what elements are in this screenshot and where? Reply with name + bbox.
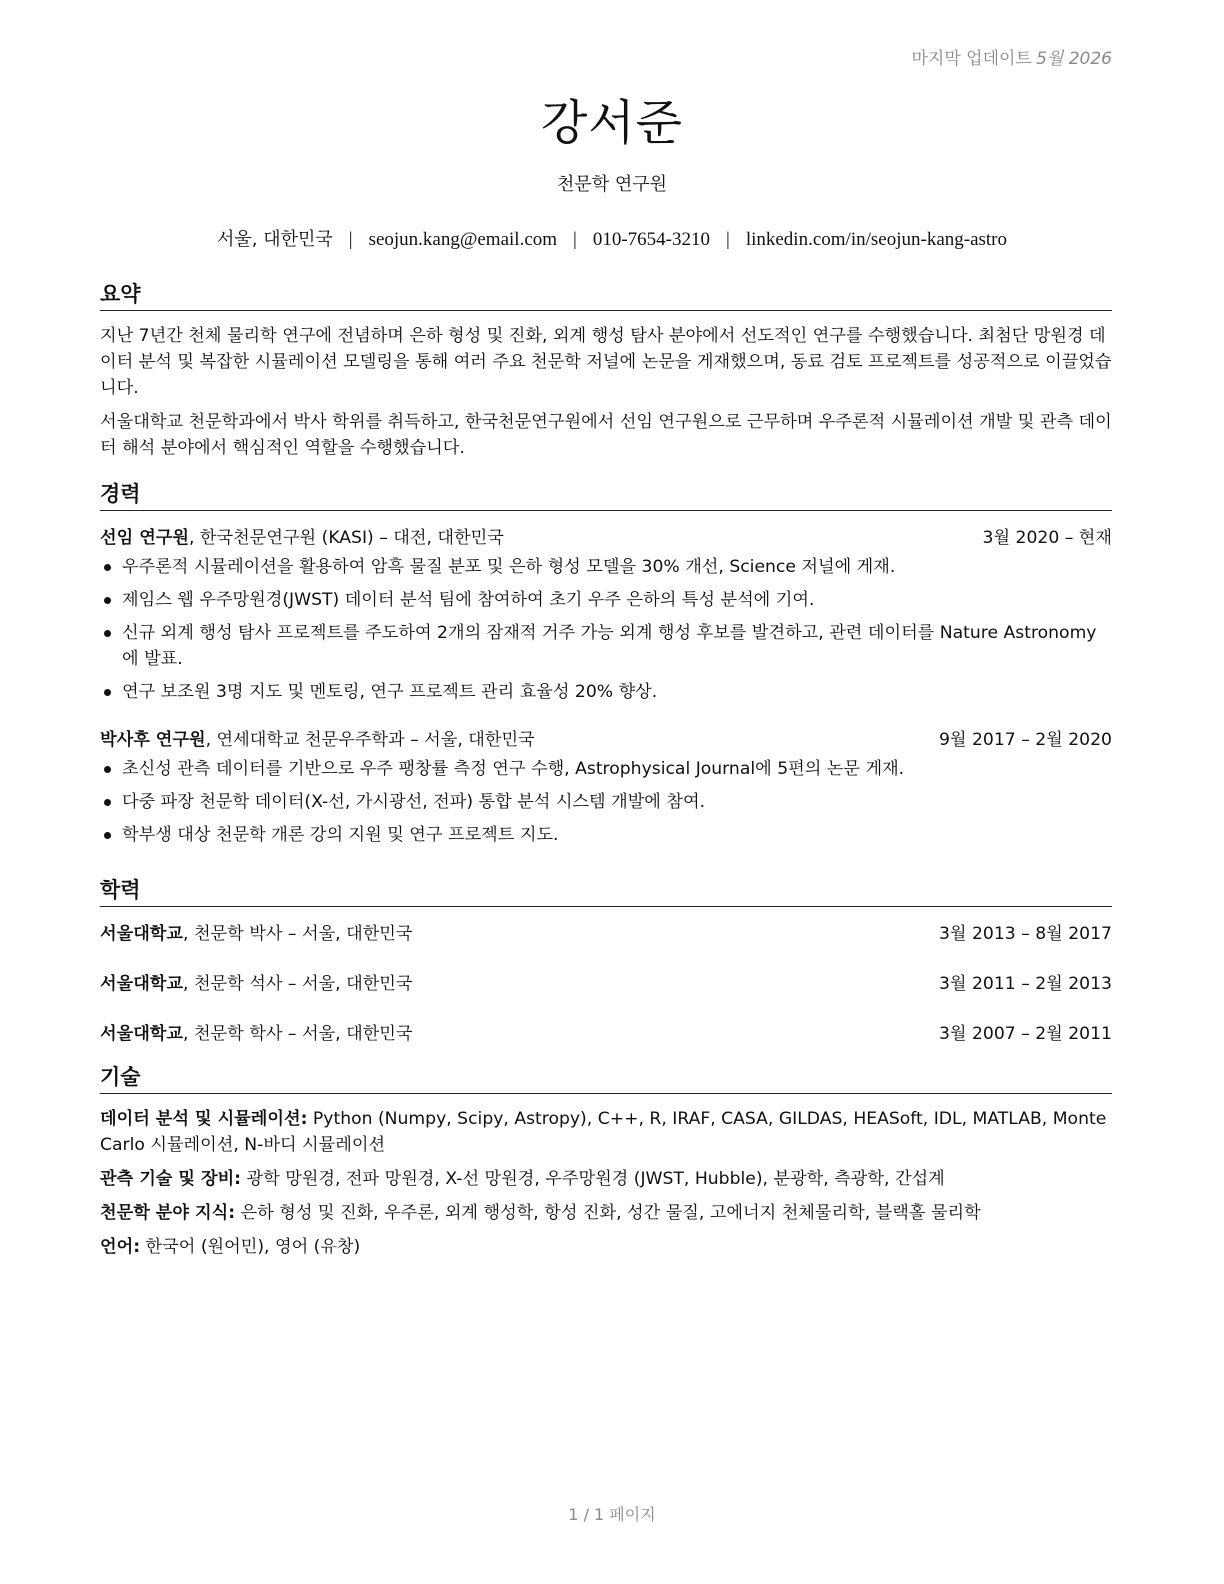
school-name: 서울대학교 [100, 924, 184, 944]
degree-detail: , 천문학 박사 – 서울, 대한민국 [183, 924, 413, 944]
education-section [100, 874, 1112, 1047]
contact-location: 서울, 대한민국 [216, 229, 333, 250]
degree-detail: , 천문학 석사 – 서울, 대한민국 [183, 974, 413, 994]
job-header [100, 525, 1112, 551]
job-entry [100, 727, 1112, 848]
job-org: , 연세대학교 천문우주학과 – 서울, 대한민국 [205, 730, 535, 750]
job-title: 천문학 연구원 [556, 174, 668, 195]
updated-note [911, 44, 1112, 69]
school-name: 서울대학교 [100, 974, 184, 994]
list-item: 우주론적 시뮬레이션을 활용하여 암흑 물질 분포 및 은하 형성 모델을 30% 개선, Science 저널에 게재. [100, 554, 1112, 580]
job-role: 선임 연구원 [100, 528, 189, 548]
education-entry [100, 921, 1112, 947]
skill-value: Python (Numpy, Scipy, Astropy), C++, R, IRAF, CASA, GILDAS, HEASoft, IDL, MATLAB, Monte Carlo 시뮬레이션, N-바디 시뮬레이션 [100, 1109, 1107, 1155]
job-header [100, 727, 1112, 753]
job-dates: 9월 2017 – 2월 2020 [938, 730, 1112, 750]
updated-prefix: 마지막 업데이트 [911, 49, 1032, 69]
skill-label: 천문학 분야 지식: [100, 1203, 236, 1223]
list-item: 제임스 웹 우주망원경(JWST) 데이터 분석 팀에 참여하여 초기 우주 은하의 특성 분석에 기여. [100, 587, 1112, 613]
page-indicator: 1 / 1 페이지 [568, 1505, 656, 1524]
skill-item [100, 1166, 1112, 1192]
updated-date: 5월 2026 [1036, 49, 1112, 69]
job-bullets [100, 756, 1112, 848]
skill-value: 한국어 (원어민), 영어 (유창) [140, 1237, 361, 1257]
contact-line: 서울, 대한민국 | seojun.kang@email.com | 010-7654-3210 | linkedin.com/in/seojun-kang-astro [216, 229, 1008, 250]
job-entry [100, 525, 1112, 705]
contact-phone[interactable]: 010-7654-3210 [592, 229, 710, 250]
summary-section [100, 278, 1112, 461]
skills-heading: 기술 [100, 1061, 1112, 1094]
summary-paragraph: 서울대학교 천문학과에서 박사 학위를 취득하고, 한국천문연구원에서 선임 연구원으로 근무하며 우주론적 시뮬레이션 개발 및 관측 데이터 해석 분야에서 핵심적인 역할을 수행했습니다. [100, 412, 1112, 458]
list-item: 신규 외계 행성 탐사 프로젝트를 주도하여 2개의 잠재적 거주 가능 외계 행성 후보를 발견하고, 관련 데이터를 Nature Astronomy에 발표. [100, 620, 1112, 672]
skills-section [100, 1061, 1112, 1260]
job-org: , 한국천문연구원 (KASI) – 대전, 대한민국 [189, 528, 504, 548]
job-role: 박사후 연구원 [100, 730, 206, 750]
experience-section [100, 478, 1112, 848]
skill-label: 관측 기술 및 장비: [100, 1169, 242, 1189]
list-item: 다중 파장 천문학 데이터(X-선, 가시광선, 전파) 통합 분석 시스템 개발에 참여. [100, 789, 1112, 815]
education-heading: 학력 [100, 874, 1112, 907]
skill-item [100, 1234, 1112, 1260]
education-dates: 3월 2007 – 2월 2011 [938, 1024, 1112, 1044]
education-entry [100, 971, 1112, 997]
job-dates: 3월 2020 – 현재 [982, 528, 1112, 548]
job-bullets [100, 554, 1112, 705]
person-name: 강서준 [540, 95, 684, 151]
skill-label: 데이터 분석 및 시뮬레이션: [100, 1109, 308, 1129]
skill-value: 광학 망원경, 전파 망원경, X-선 망원경, 우주망원경 (JWST, Hubble), 분광학, 측광학, 간섭계 [241, 1169, 945, 1189]
degree-detail: , 천문학 학사 – 서울, 대한민국 [183, 1024, 413, 1044]
education-dates: 3월 2011 – 2월 2013 [938, 974, 1112, 994]
summary-heading: 요약 [100, 278, 1112, 311]
summary-paragraph: 지난 7년간 천체 물리학 연구에 전념하며 은하 형성 및 진화, 외계 행성 탐사 분야에서 선도적인 연구를 수행했습니다. 최첨단 망원경 데이터 분석 및 복잡한 시뮬레이션 모델링을 통해 여러 주요 천문학 저널에 논문을 게재했으며, 동료 검토 프로젝트를 성공적으로 이끌었습니다. [100, 326, 1112, 398]
school-name: 서울대학교 [100, 1024, 184, 1044]
list-item: 연구 보조원 3명 지도 및 멘토링, 연구 프로젝트 관리 효율성 20% 향상. [100, 679, 1112, 705]
experience-heading: 경력 [100, 478, 1112, 511]
skill-label: 언어: [100, 1237, 141, 1257]
education-dates: 3월 2013 – 8월 2017 [938, 924, 1112, 944]
skill-item [100, 1106, 1112, 1158]
skill-item [100, 1200, 1112, 1226]
skill-value: 은하 형성 및 진화, 우주론, 외계 행성학, 항성 진화, 성간 물질, 고에너지 천체물리학, 블랙홀 물리학 [235, 1203, 981, 1223]
list-item: 학부생 대상 천문학 개론 강의 지원 및 연구 프로젝트 지도. [100, 822, 1112, 848]
contact-linkedin[interactable]: linkedin.com/in/seojun-kang-astro [745, 229, 1008, 250]
list-item: 초신성 관측 데이터를 기반으로 우주 팽창률 측정 연구 수행, Astrophysical Journal에 5편의 논문 게재. [100, 756, 1112, 782]
education-entry [100, 1021, 1112, 1047]
contact-email[interactable]: seojun.kang@email.com [368, 229, 558, 250]
